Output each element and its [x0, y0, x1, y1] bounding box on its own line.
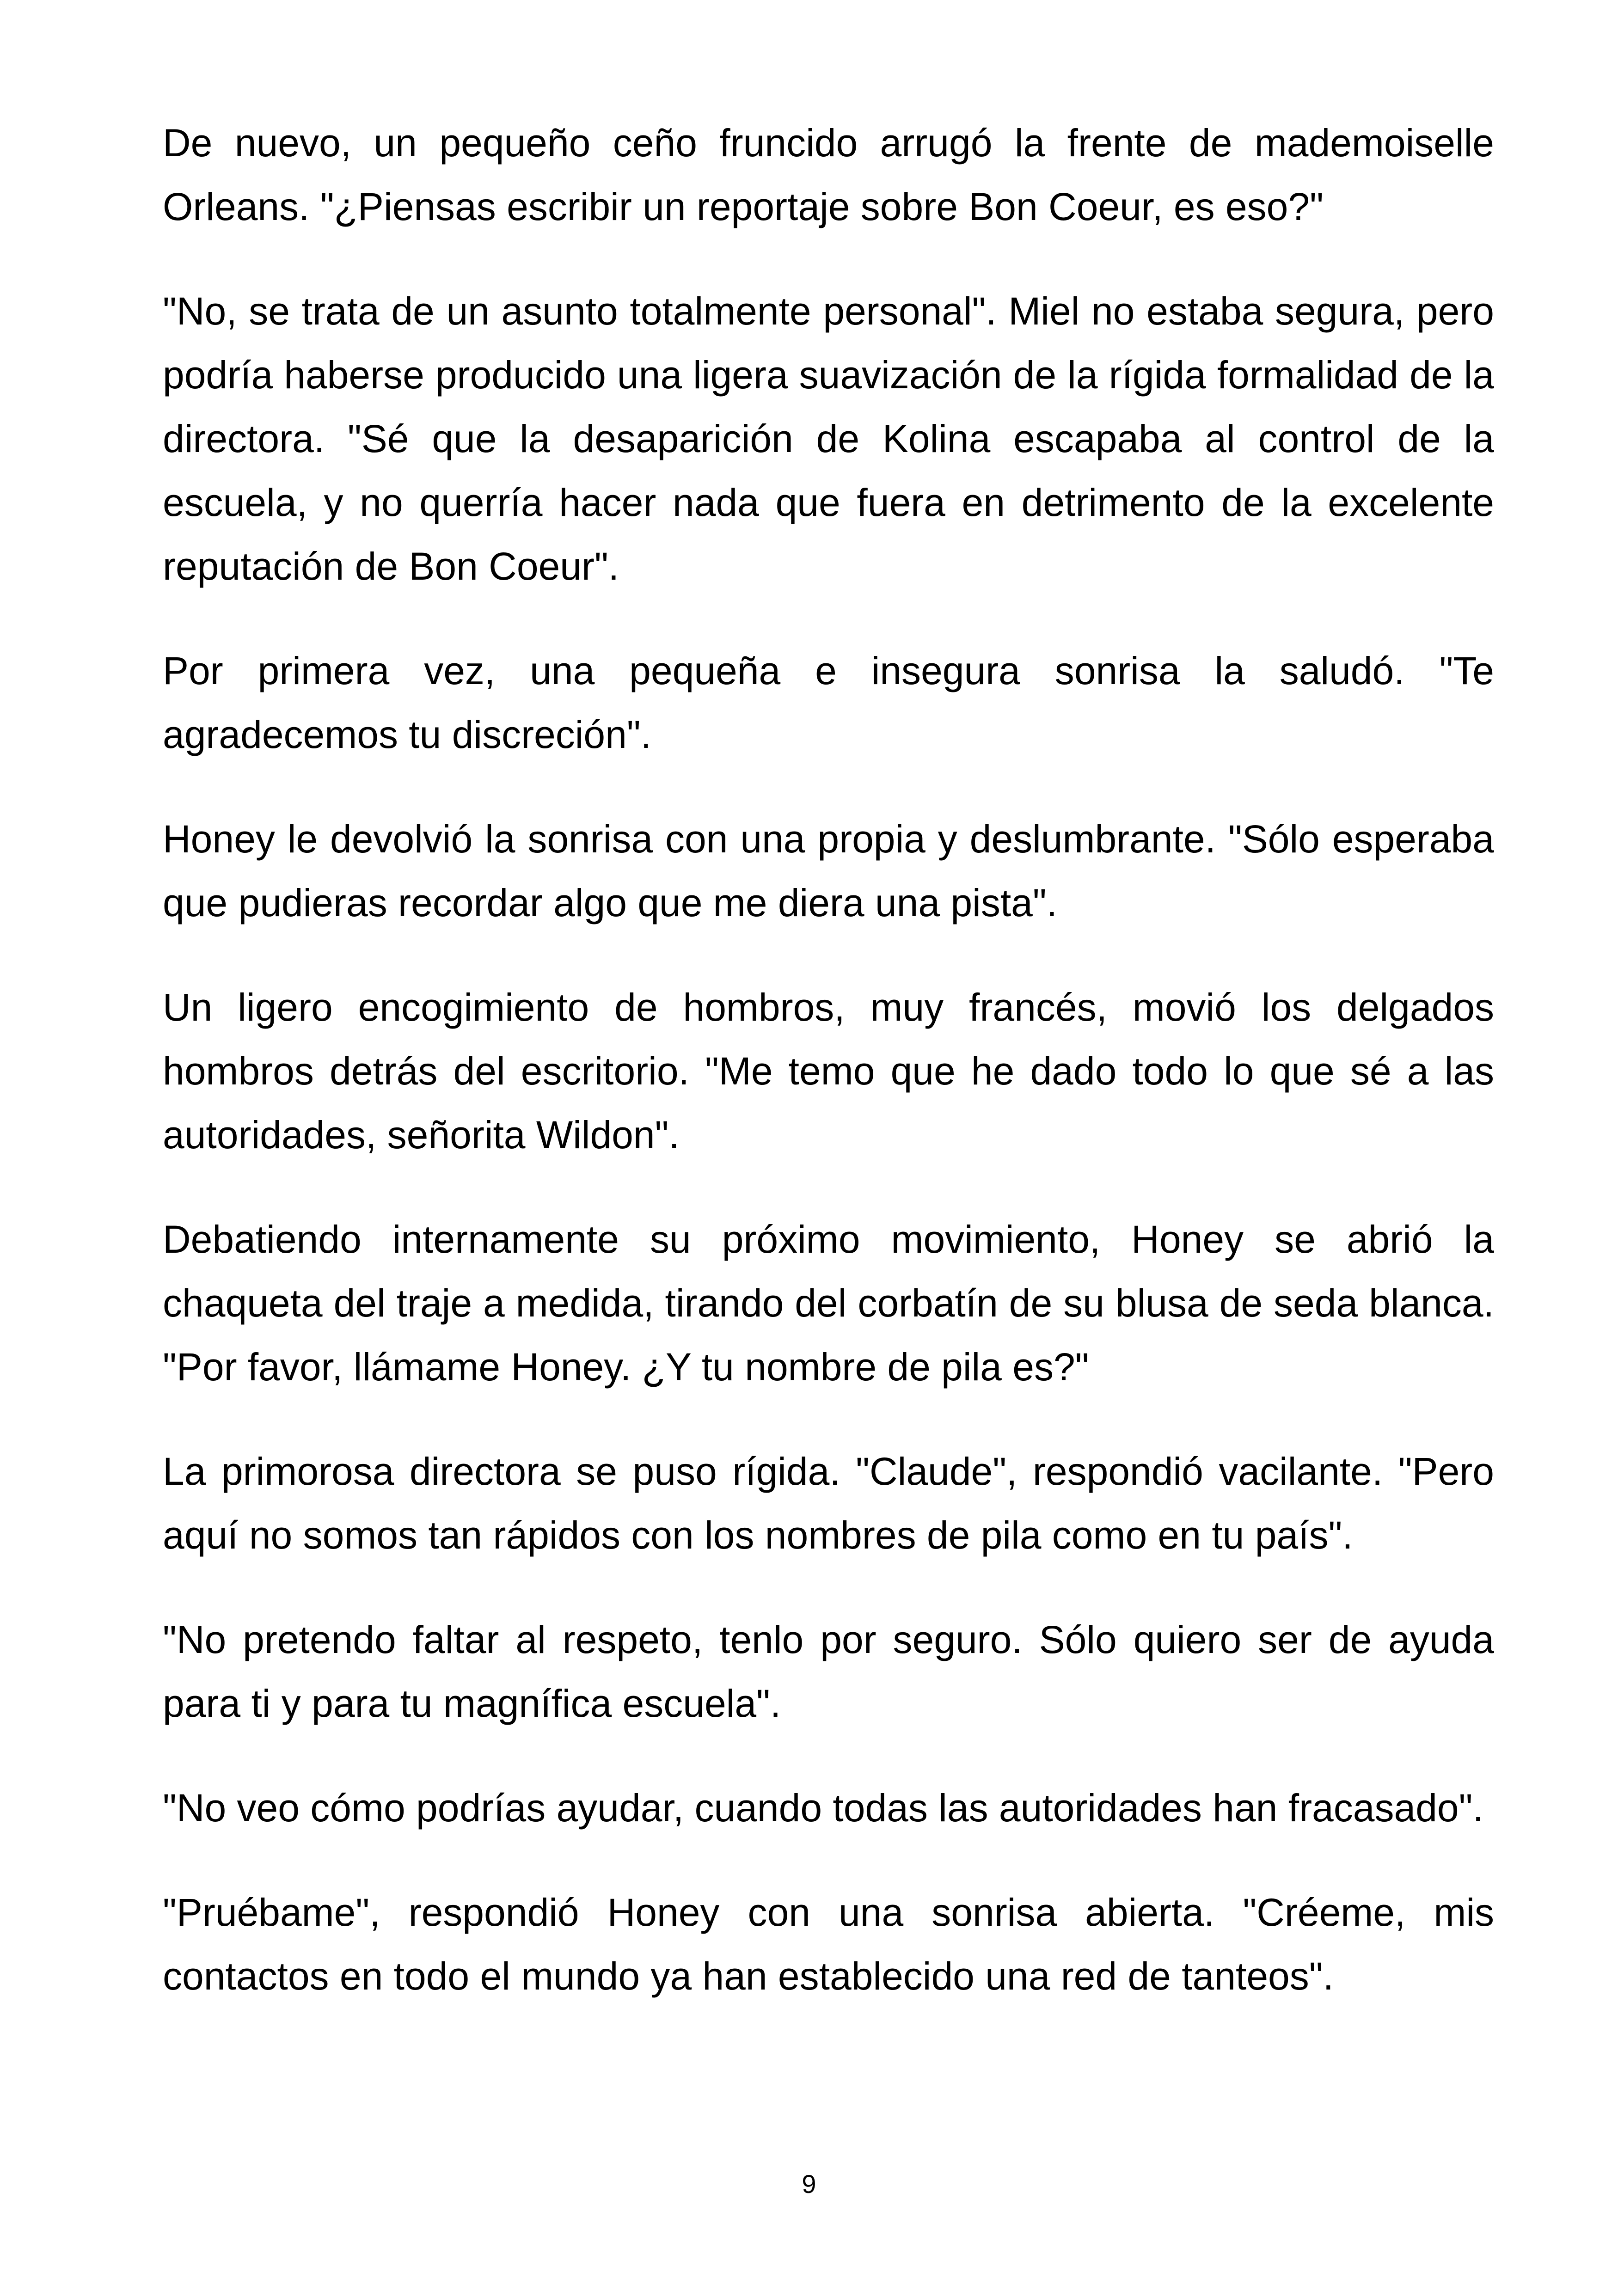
- paragraph: Debatiendo internamente su próximo movimiento, Honey se abrió la chaqueta del traje a medida, tirando del corbatín de su blusa de seda blanca. "Por favor, llámame Honey. ¿Y tu nombre de pila es?": [163, 1218, 1494, 1389]
- paragraph: "No veo cómo podrías ayudar, cuando todas las autoridades han fracasado".: [163, 1786, 1483, 1830]
- paragraph: "No, se trata de un asunto totalmente personal". Miel no estaba segura, pero podría haberse producido una ligera suavización de la rígida formalidad de la directora. "Sé que la desaparición de Kolina escapaba al control de la escuela, y no querría hacer nada que fuera en detrimento de la excelente reputación de Bon Coeur".: [163, 289, 1494, 588]
- paragraph: "Pruébame", respondió Honey con una sonrisa abierta. "Créeme, mis contactos en todo el mundo ya han establecido una red de tanteos".: [163, 1891, 1494, 1998]
- paragraph: De nuevo, un pequeño ceño fruncido arrugó la frente de mademoiselle Orleans. "¿Piensas escribir un reportaje sobre Bon Coeur, es eso?": [163, 121, 1494, 228]
- paragraph: Por primera vez, una pequeña e insegura sonrisa la saludó. "Te agradecemos tu discreción".: [163, 649, 1494, 756]
- paragraph: "No pretendo faltar al respeto, tenlo por seguro. Sólo quiero ser de ayuda para ti y para tu magnífica escuela".: [163, 1618, 1494, 1725]
- paragraph: La primorosa directora se puso rígida. "Claude", respondió vacilante. "Pero aquí no somos tan rápidos con los nombres de pila como en tu país".: [163, 1450, 1494, 1557]
- paragraph: Honey le devolvió la sonrisa con una propia y deslumbrante. "Sólo esperaba que pudieras recordar algo que me diera una pista".: [163, 817, 1494, 925]
- body-text: [163, 111, 1494, 2049]
- paragraph: Un ligero encogimiento de hombros, muy francés, movió los delgados hombros detrás del escritorio. "Me temo que he dado todo lo que sé a las autoridades, señorita Wildon".: [163, 986, 1494, 1157]
- page-number: 9: [802, 2169, 816, 2198]
